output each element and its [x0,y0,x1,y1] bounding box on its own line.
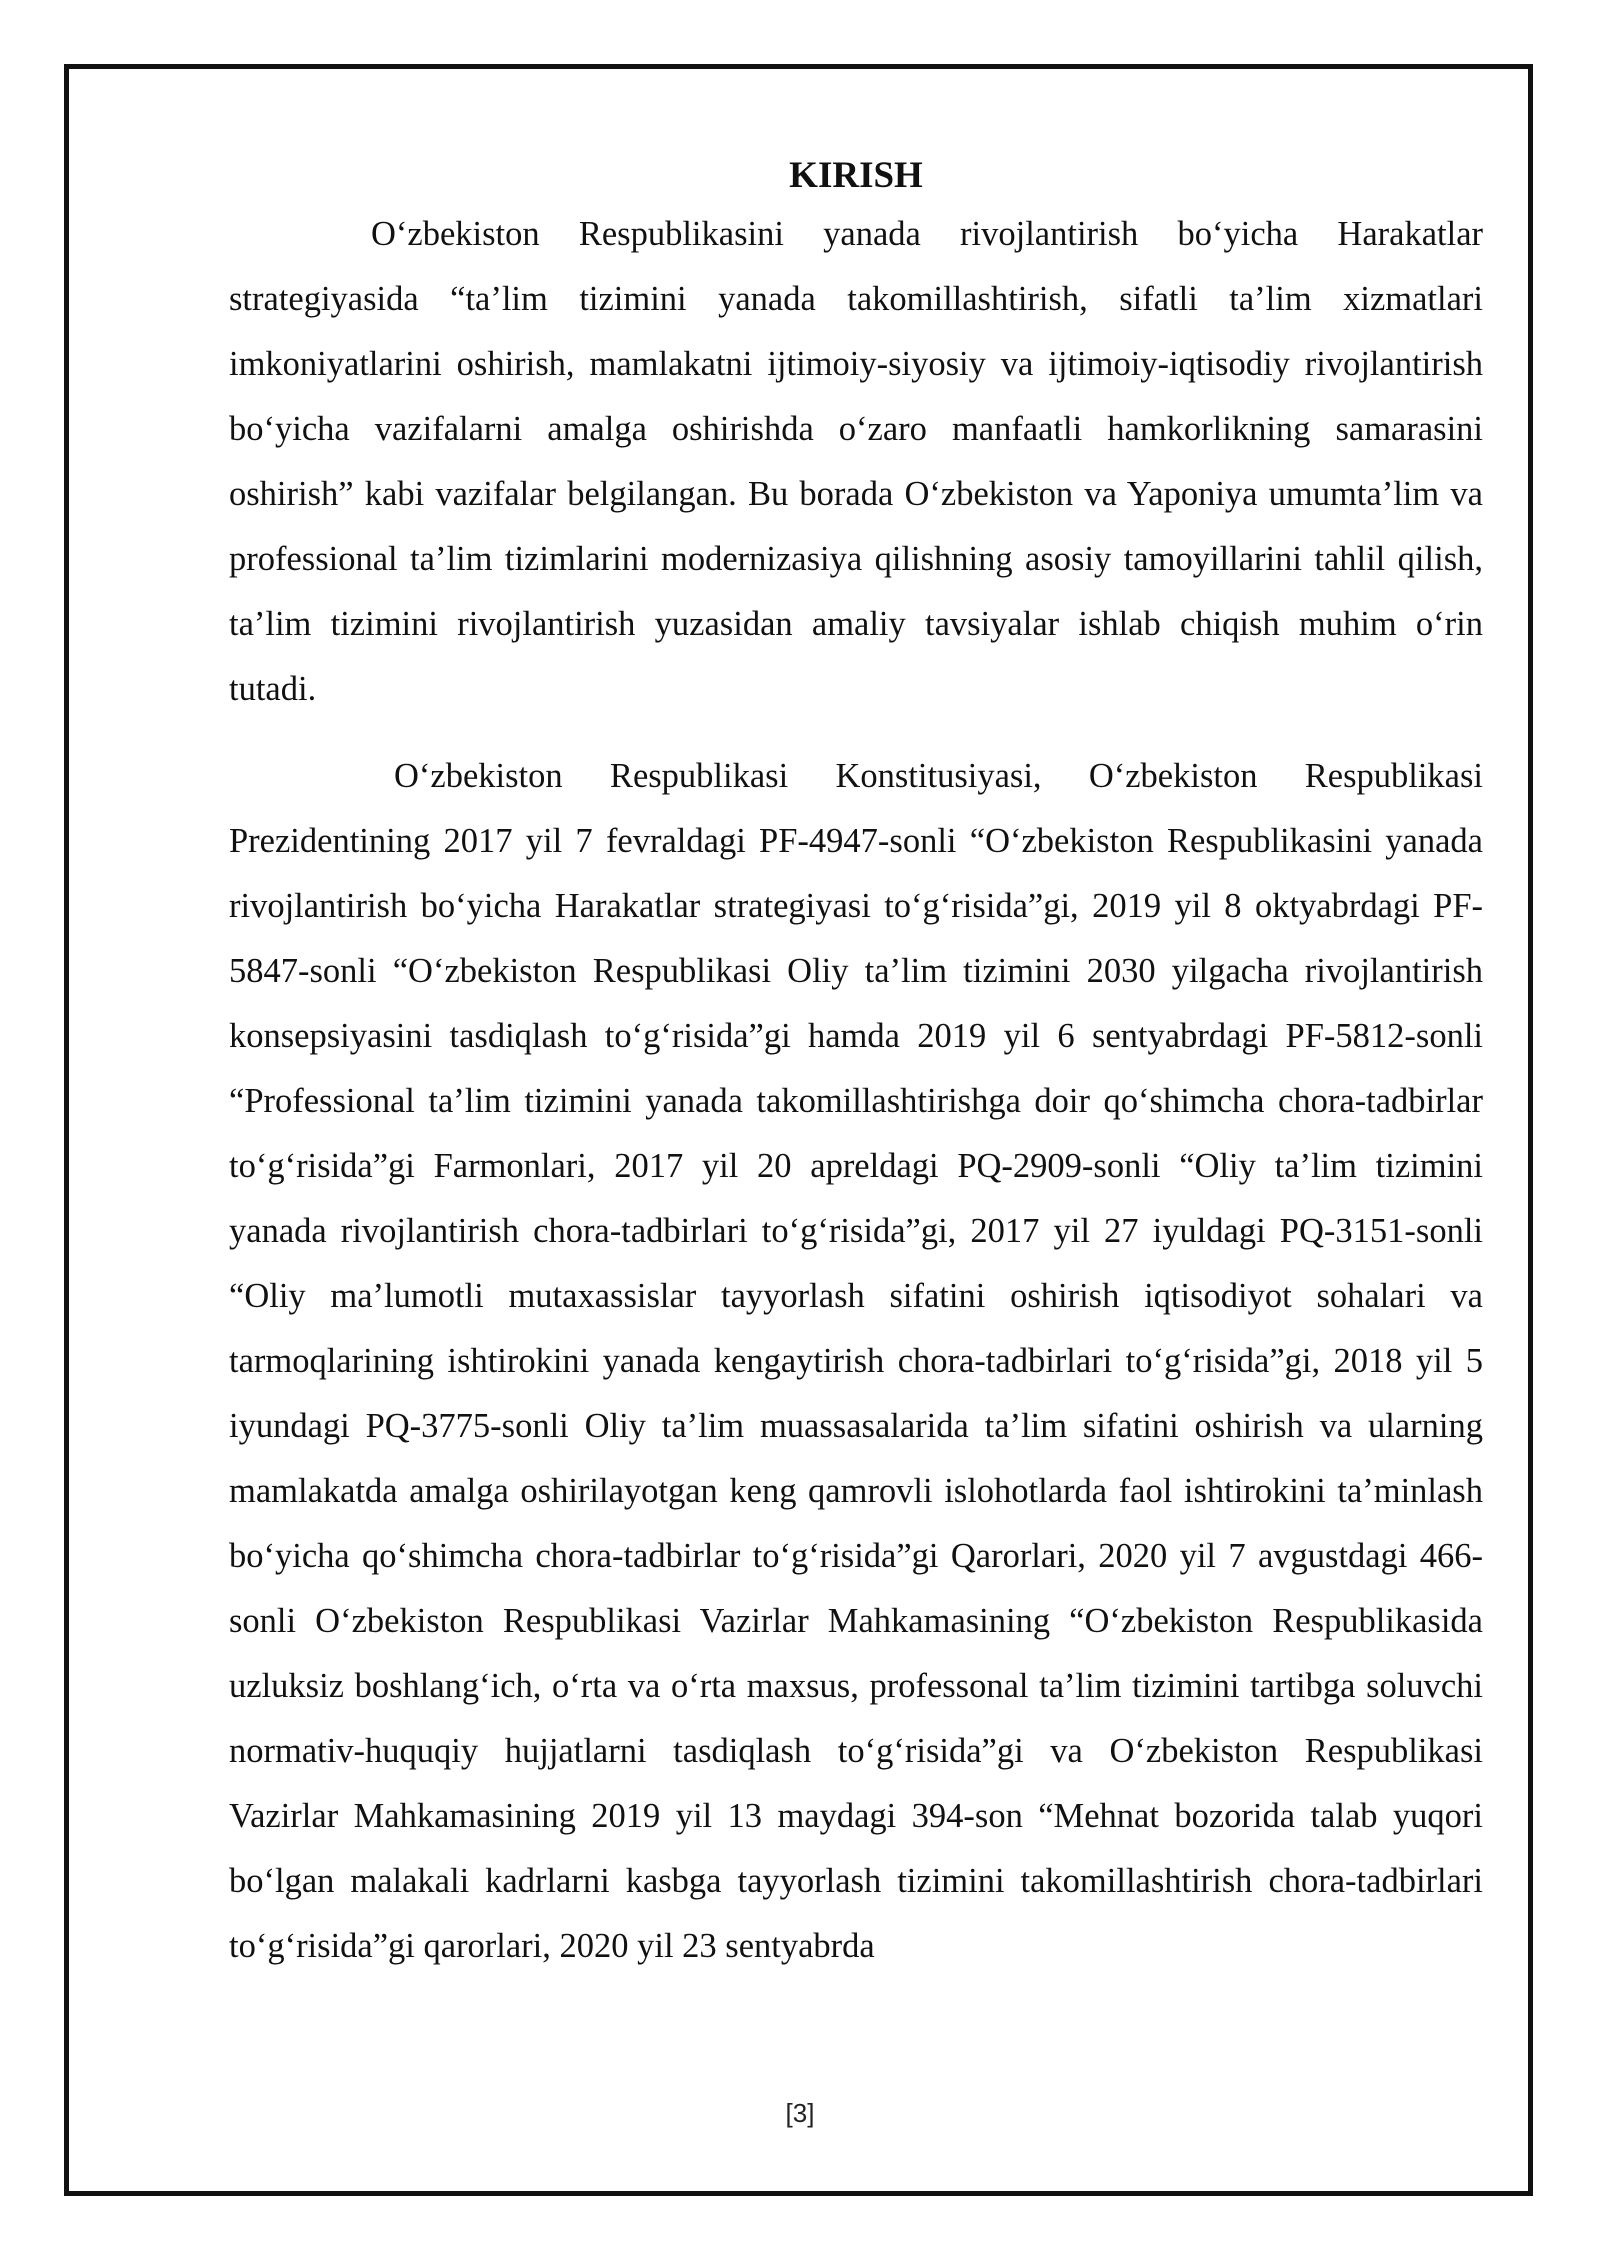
page-content [229,150,1483,1979]
paragraph-intro: O‘zbekiston Respublikasini yanada rivojlantirish bo‘yicha Harakatlar strategiyasida “ta’lim tizimini yanada takomillashtirish, sifatli ta’lim xizmatlari imkoniyatlarini oshirish, mamlakatni ijtimoiy-siyosiy va ijtimoiy-iqtisodiy rivojlantirish bo‘yicha vazifalarni amalga oshirishda o‘zaro manfaatli hamkorlikning samarasini oshirish” kabi vazifalar belgilangan. Bu borada O‘zbekiston va Yaponiya umumta’lim va professional ta’lim tizimlarini modernizasiya qilishning asosiy tamoyillarini tahlil qilish, ta’lim tizimini rivojlantirish yuzasidan amaliy tavsiyalar ishlab chiqish muhim o‘rin tutadi. [229,215,1483,708]
section-heading: KIRISH [789,155,923,196]
page-number: [3] [785,2098,815,2128]
paragraph-legal-basis: O‘zbekiston Respublikasi Konstitusiyasi, O‘zbekiston Respublikasi Prezidentining 2017 yil 7 fevraldagi PF-4947-sonli “O‘zbekiston Respublikasini yanada rivojlantirish bo‘yicha Harakatlar strategiyasi to‘g‘risida”gi, 2019 yil 8 oktyabrdagi PF-5847-sonli “O‘zbekiston Respublikasi Oliy ta’lim tizimini 2030 yilgacha rivojlantirish konsepsiyasini tasdiqlash to‘g‘risida”gi hamda 2019 yil 6 sentyabrdagi PF-5812-sonli “Professional ta’lim tizimini yanada takomillashtirishga doir qo‘shimcha chora-tadbirlar to‘g‘risida”gi Farmonlari, 2017 yil 20 apreldagi PQ-2909-sonli “Oliy ta’lim tizimini yanada rivojlantirish chora-tadbirlari to‘g‘risida”gi, 2017 yil 27 iyuldagi PQ-3151-sonli “Oliy ma’lumotli mutaxassislar tayyorlash sifatini oshirish iqtisodiyot sohalari va tarmoqlarining ishtirokini yanada kengaytirish chora-tadbirlari to‘g‘risida”gi, 2018 yil 5 iyundagi PQ-3775-sonli Oliy ta’lim muassasalarida ta’lim sifatini oshirish va ularning mamlakatda amalga oshirilayotgan keng qamrovli islohotlarda faol ishtirokini ta’minlash bo‘yicha qo‘shimcha chora-tadbirlar to‘g‘risida”gi Qarorlari, 2020 yil 7 avgustdagi 466-sonli O‘zbekiston Respublikasi Vazirlar Mahkamasining “O‘zbekiston Respublikasida uzluksiz boshlang‘ich, o‘rta va o‘rta maxsus, professonal ta’lim tizimini tartibga soluvchi normativ-huquqiy hujjatlarni tasdiqlash to‘g‘risida”gi va O‘zbekiston Respublikasi Vazirlar Mahkamasining 2019 yil 13 maydagi 394-son “Mehnat bozorida talab yuqori bo‘lgan malakali kadrlarni kasbga tayyorlash tizimini takomillashtirish chora-tadbirlari to‘g‘risida”gi qarorlari, 2020 yil 23 sentyabrda [229,757,1483,1965]
